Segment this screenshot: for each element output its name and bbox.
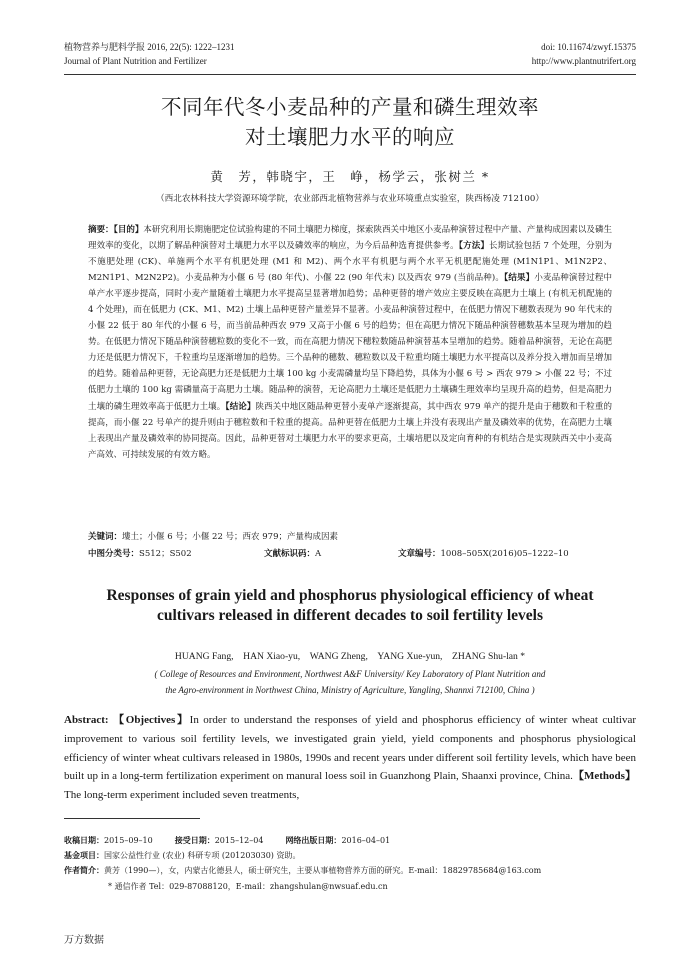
- methods-tag-cn: 【方法】: [458, 241, 489, 252]
- abstract-cn: [88, 222, 612, 463]
- received-date: 2015–09–10: [104, 836, 153, 845]
- journal-url-link[interactable]: http://www.plantnutrifert.org: [531, 56, 636, 66]
- journal-name-en: Journal of Plant Nutrition and Fertilizer: [64, 56, 207, 66]
- document-code: 文献标识码：A: [264, 549, 322, 559]
- methods-text-en: The long-term experiment included seven treatments,: [64, 789, 300, 802]
- footnotes: [64, 833, 636, 894]
- journal-citation-cn: 植物营养与肥料学报 2016, 22(5): 1222–1231: [64, 42, 235, 52]
- abstract-cn-label: 摘要：: [88, 225, 114, 235]
- clc-number: 中图分类号：S512；S502: [88, 549, 192, 559]
- online-date: 2016–04–01: [341, 836, 391, 845]
- conclusions-tag-cn: 【结论】: [225, 401, 256, 412]
- doi-text[interactable]: doi: 10.11674/zwyf.15375: [541, 42, 636, 52]
- results-text-cn: 小麦品种演替过程中单产水平逐步提高，同时小麦产量随着土壤肥力水平提高呈显著增加趋势；品种更替的增产效应主要反映在高肥力土壤上 (有机无机配施的 4 个处理)，而在低肥力 (CK、M1、M2) 土壤上品种更替产量差异不显著。小麦品种演替过程中，在低肥力情况下穗数表现为 90 年代末的小偃 22 低于 80 年代的小偃 6 号，而当前品种西农 979 又高于小偃 6 号的趋势；但在高肥力情况下随品种演替穗数基本呈现为增加的趋势。在低肥力情况下随品种演替穗粒数的变化不一致，而在高肥力情况下穗粒数随品种演替基本呈增加的趋势。随着品种演替，无论在高肥力还是低肥力情况下，千粒重均呈逐渐增加的趋势。三个品种的穗数、穗粒数以及千粒重均随土壤肥力水平提高以及养分投入增加而呈增加的趋势。随着品种更替，无论高肥力还是低肥力土壤 100 kg 小麦需磷量均呈下降趋势，具体为小偃 6 号 > 西农 979 > 小偃 22 号；不过低肥力土壤的 100 kg 需磷量高于高肥力土壤。随品种的演替，无论高肥力土壤还是低肥力土壤磷生理效率均呈现升高的趋势，但是高肥力土壤的磷生理效率高于低肥力土壤。: [88, 273, 612, 412]
- abstract-en: [64, 711, 636, 805]
- affiliation-cn: （西北农林科技大学资源环境学院，农业部西北植物营养与农业环境重点实验室，陕西杨凌 712100）: [156, 194, 544, 204]
- title-cn: [64, 92, 636, 152]
- article-number: 文章编号：1008–505X(2016)05–1222–10: [398, 549, 569, 559]
- methods-tag-en: 【Methods】: [572, 770, 636, 783]
- title-en: [64, 586, 636, 626]
- footnote-divider: [64, 818, 200, 819]
- objectives-text-cn: 本研究利用长期施肥定位试验构建的不同土壤肥力梯度，探索陕西关中地区小麦品种演替过程中产量、产量构成因素以及磷生理效率的变化，以期了解品种演替对土壤肥力水平以及磷效率的响应，为今后品种选育提供参考。: [88, 225, 612, 252]
- methods-text-cn: 长期试验包括 7 个处理，分别为不施肥处理 (CK)、单施两个水平有机肥处理 (M1 和 M2)、两个水平有机肥与两个水平无机肥配施处理 (M1N1P1、M1N2P2、M2N1P1、M2N2P2)。小麦品种为小偃 6 号 (80 年代)、小偃 22 (90 年代末) 以及西农 979 (当前品种)。: [88, 241, 612, 284]
- title-en-line2: cultivars released in different decades to soil fertility levels: [157, 607, 543, 624]
- fund-line: 基金项目：国家公益性行业 (农业) 科研专项 (201203030) 资助。: [64, 850, 301, 861]
- author-bio-line: 作者简介：黄芳（1990—），女，内蒙古化德县人，硕士研究生，主要从事植物营养方面的研究。E-mail：18829785684@163.com: [64, 865, 542, 876]
- objectives-text-en: In order to understand the responses of yield and phosphorus efficiency of winter wheat cultivar improvement to various soil fertility levels, we investigated grain yield, yield components and phosphorus physiological efficiency of winter wheat cultivars released in 1980s, 1990s and recent years under different soil fertility levels, which have been built up in a long-term fertilization experiment on manural loess soil in Guanzhong Plain, Shaanxi province, China.: [64, 714, 637, 783]
- header-divider: [64, 74, 636, 75]
- title-cn-line1: 不同年代冬小麦品种的产量和磷生理效率: [161, 95, 539, 119]
- authors-cn: 黄 芳，韩晓宇，王 峥，杨学云，张树兰 *: [210, 169, 490, 184]
- affiliation-en-line1: ( College of Resources and Environment, Northwest A&F University/ Key Laboratory of Plant Nutrition and: [154, 669, 546, 679]
- objectives-tag-cn: 【目的】: [113, 225, 144, 235]
- conclusions-text-cn: 陕西关中地区随品种更替小麦单产逐渐提高，其中西农 979 单产的提升是由于穗数和千粒重的提高，而小偃 22 号单产的提升则由于穗粒数和千粒重的提高。品种更替在低肥力土壤上并没有表现出产量及磷效率的优势，在高肥力土壤上表现出产量及磷效率的协同提高。因此，品种更替对土壤肥力水平的要求更高，土壤培肥以及定向育种的有机结合是实现陕西关中小麦高产高效、可持续发展的有效方略。: [88, 401, 612, 460]
- title-en-line1: Responses of grain yield and phosphorus physiological efficiency of wheat: [106, 587, 594, 604]
- objectives-tag-en: 【Objectives】: [113, 714, 190, 726]
- affiliation-en: [64, 666, 636, 698]
- fund-text: 国家公益性行业 (农业) 科研专项 (201203030) 资助。: [104, 851, 301, 861]
- keywords-cn: [88, 529, 612, 545]
- keywords-text: 塿土；小偃 6 号；小偃 22 号；西农 979；产量构成因素: [122, 532, 338, 542]
- accepted-date: 2015–12–04: [214, 836, 264, 845]
- watermark: 万方数据: [64, 935, 104, 946]
- affiliation-en-line2: the Agro-environment in Northwest China, Ministry of Agriculture, Yangling, Shannxi 712100, China ): [165, 685, 535, 695]
- classification-cn: [88, 546, 612, 562]
- authors-en: HUANG Fang, HAN Xiao-yu, WANG Zheng, YANG Xue-yun, ZHANG Shu-lan *: [174, 651, 526, 662]
- corresponding-author: * 通信作者 Tel：029-87088120，E-mail：zhangshulan@nwsuaf.edu.cn: [108, 881, 388, 891]
- title-cn-line2: 对土壤肥力水平的响应: [245, 125, 455, 149]
- results-tag-cn: 【结果】: [504, 273, 535, 284]
- abstract-en-label: Abstract:: [64, 714, 109, 726]
- keywords-label: 关键词：: [88, 532, 123, 542]
- author-bio-text: 黄芳（1990—），女，内蒙古化德县人，硕士研究生，主要从事植物营养方面的研究。E-mail：18829785684@163.com: [104, 866, 542, 876]
- dates-line: 收稿日期：2015–09–10 接受日期：2015–12–04 网络出版日期：2016–04–01: [64, 835, 391, 845]
- running-header: [64, 40, 636, 68]
